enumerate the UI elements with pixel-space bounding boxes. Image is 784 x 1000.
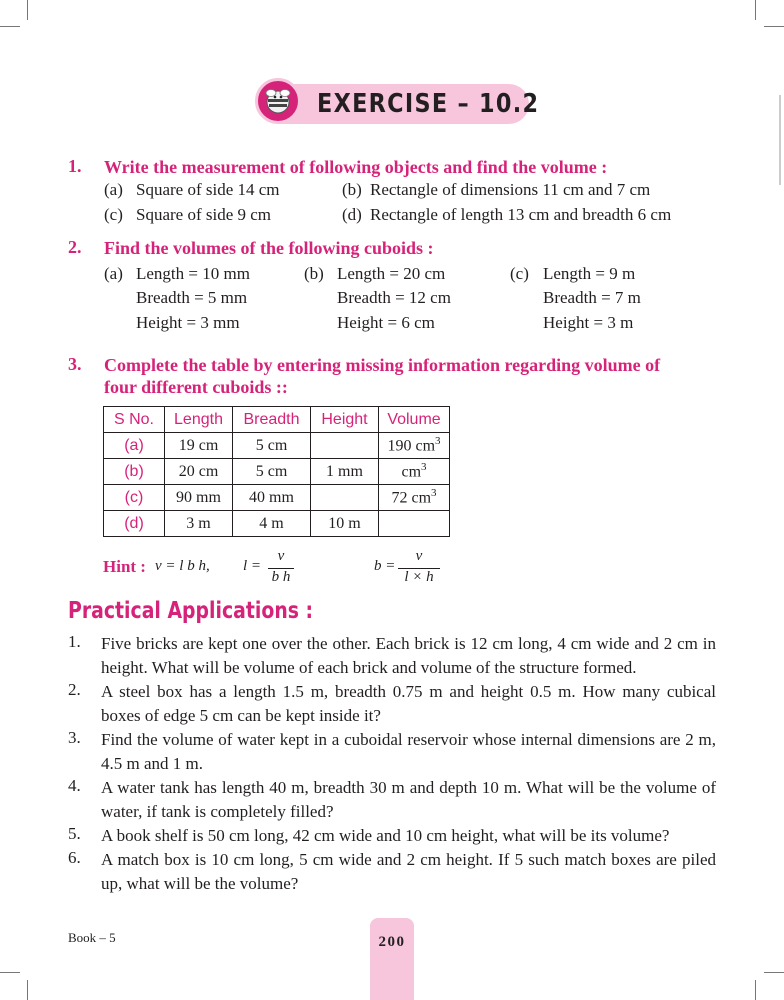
volume-exponent: 3 (421, 461, 427, 474)
table-cell-sno: (d) (104, 511, 165, 537)
table-cell-volume (379, 433, 450, 459)
question-2-text: Find the volumes of the following cuboids : (104, 238, 434, 258)
question-3-text-line1: Complete the table by entering missing information regarding volume of (104, 355, 661, 375)
table-cell-breadth: 40 mm (233, 485, 311, 511)
practical-item-3-text: Find the volume of water kept in a cuboidal reservoir whose internal dimensions are 2 m, 4.5 m and 1 m. (101, 730, 716, 773)
edge-mark (779, 95, 781, 185)
practical-item-2-text: A steel box has a length 1.5 m, breadth 0.75 m and height 0.5 m. How many cubical boxes of edge 5 cm can be kept inside it? (101, 682, 716, 725)
q1-option-d-label: (d) (342, 205, 362, 224)
fraction-numerator: v (415, 548, 423, 564)
crop-mark (764, 972, 784, 973)
q2-item-c-breadth: Breadth = 7 m (543, 288, 641, 307)
practical-item-2-number: 2. (68, 680, 81, 699)
table-header-volume: Volume (379, 407, 450, 433)
crop-mark (0, 26, 20, 27)
volume-value: cm (401, 463, 422, 481)
practical-item-5-text: A book shelf is 50 cm long, 42 cm wide and 10 cm height, what will be its volume? (101, 826, 670, 845)
table-header-height: Height (311, 407, 379, 433)
table-cell-sno: (a) (104, 433, 165, 459)
table-cell-length: 3 m (165, 511, 233, 537)
table-cell-length: 90 mm (165, 485, 233, 511)
table-cell-length: 20 cm (165, 459, 233, 485)
q1-option-b-label: (b) (342, 180, 362, 199)
table-header-sno: S No. (104, 407, 165, 433)
practical-item-3-number: 3. (68, 728, 81, 747)
q2-item-a-height: Height = 3 mm (136, 313, 240, 332)
table-cell-height: 1 mm (311, 459, 379, 485)
bee-mascot-icon (262, 85, 294, 117)
fraction-denominator: l × h (404, 569, 434, 585)
q2-item-a-length: Length = 10 mm (136, 264, 250, 283)
table-cell-breadth: 5 cm (233, 459, 311, 485)
table-cell-sno: (b) (104, 459, 165, 485)
crop-mark (755, 0, 756, 20)
hint-formula-breadth-lhs: b = (374, 558, 396, 574)
q1-option-d-text: Rectangle of length 13 cm and breadth 6 cm (370, 205, 672, 224)
table-header-length: Length (165, 407, 233, 433)
q2-item-b-breadth: Breadth = 12 cm (337, 288, 451, 307)
volume-table (103, 406, 450, 537)
table-row (104, 459, 450, 485)
question-3-text-line2: four different cuboids :: (104, 377, 288, 397)
q2-item-a-breadth: Breadth = 5 mm (136, 288, 248, 307)
table-cell-breadth: 4 m (233, 511, 311, 537)
practical-item-6-number: 6. (68, 848, 81, 867)
q2-item-b-label: (b) (304, 264, 324, 283)
question-1-number: 1. (68, 156, 82, 176)
practical-item-6-text: A match box is 10 cm long, 5 cm wide and 2 cm height. If 5 such match boxes are piled up, what will be the volume? (101, 850, 716, 893)
table-row (104, 511, 450, 537)
q1-option-a-label: (a) (104, 180, 123, 199)
q2-item-c-length: Length = 9 m (543, 264, 636, 283)
hint-breadth-fraction (398, 548, 440, 588)
practical-applications-heading: Practical Applications : (68, 598, 314, 624)
practical-item-4-text: A water tank has length 40 m, breadth 30 m and depth 10 m. What will be the volume of water, if tank is completely filled? (101, 778, 716, 821)
exercise-title: EXERCISE – 10.2 (317, 89, 540, 119)
exercise-banner (255, 78, 540, 128)
fraction-denominator: b h (271, 569, 291, 585)
table-header-row (104, 407, 450, 433)
table-cell-height: 10 m (311, 511, 379, 537)
table-cell-volume (379, 485, 450, 511)
q2-item-c-label: (c) (510, 264, 529, 283)
q2-item-b-height: Height = 6 cm (337, 313, 435, 332)
question-2-number: 2. (68, 237, 82, 257)
table-cell-volume (379, 511, 450, 537)
hint-formula-volume: v = l b h, (155, 558, 210, 574)
practical-item-5-number: 5. (68, 824, 81, 843)
hint-formula-length-lhs: l = (243, 558, 262, 574)
table-header-breadth: Breadth (233, 407, 311, 433)
question-3-number: 3. (68, 354, 82, 374)
q2-item-c-height: Height = 3 m (543, 313, 634, 332)
question-1-text: Write the measurement of following objects and find the volume : (104, 157, 608, 177)
q2-item-b-length: Length = 20 cm (337, 264, 446, 283)
volume-value: 72 cm (391, 489, 432, 507)
crop-mark (0, 972, 20, 973)
page-number-tab (370, 918, 414, 1000)
practical-item-1-number: 1. (68, 632, 81, 651)
q1-option-a-text: Square of side 14 cm (136, 180, 280, 199)
table-cell-volume (379, 459, 450, 485)
crop-mark (755, 980, 756, 1000)
volume-exponent: 3 (431, 487, 437, 500)
page-number: 200 (378, 934, 406, 950)
q1-option-c-label: (c) (104, 205, 123, 224)
volume-exponent: 3 (435, 435, 441, 448)
table-cell-height (311, 485, 379, 511)
table-cell-height (311, 433, 379, 459)
hint-length-fraction (266, 548, 296, 588)
crop-mark (27, 980, 28, 1000)
q2-item-a-label: (a) (104, 264, 123, 283)
book-label: Book – 5 (68, 930, 116, 945)
crop-mark (764, 26, 784, 27)
table-row (104, 485, 450, 511)
fraction-numerator: v (277, 548, 285, 564)
table-row (104, 433, 450, 459)
practical-item-4-number: 4. (68, 776, 81, 795)
table-cell-breadth: 5 cm (233, 433, 311, 459)
practical-item-1-text: Five bricks are kept one over the other. Each brick is 12 cm long, 4 cm wide and 2 cm in height. What will be volume of each brick and volume of the structure formed. (101, 634, 716, 677)
q1-option-b-text: Rectangle of dimensions 11 cm and 7 cm (370, 180, 651, 199)
q1-option-c-text: Square of side 9 cm (136, 205, 272, 224)
table-cell-sno: (c) (104, 485, 165, 511)
crop-mark (27, 0, 28, 20)
volume-value: 190 cm (387, 437, 436, 455)
table-cell-length: 19 cm (165, 433, 233, 459)
hint-label: Hint : (103, 557, 146, 576)
